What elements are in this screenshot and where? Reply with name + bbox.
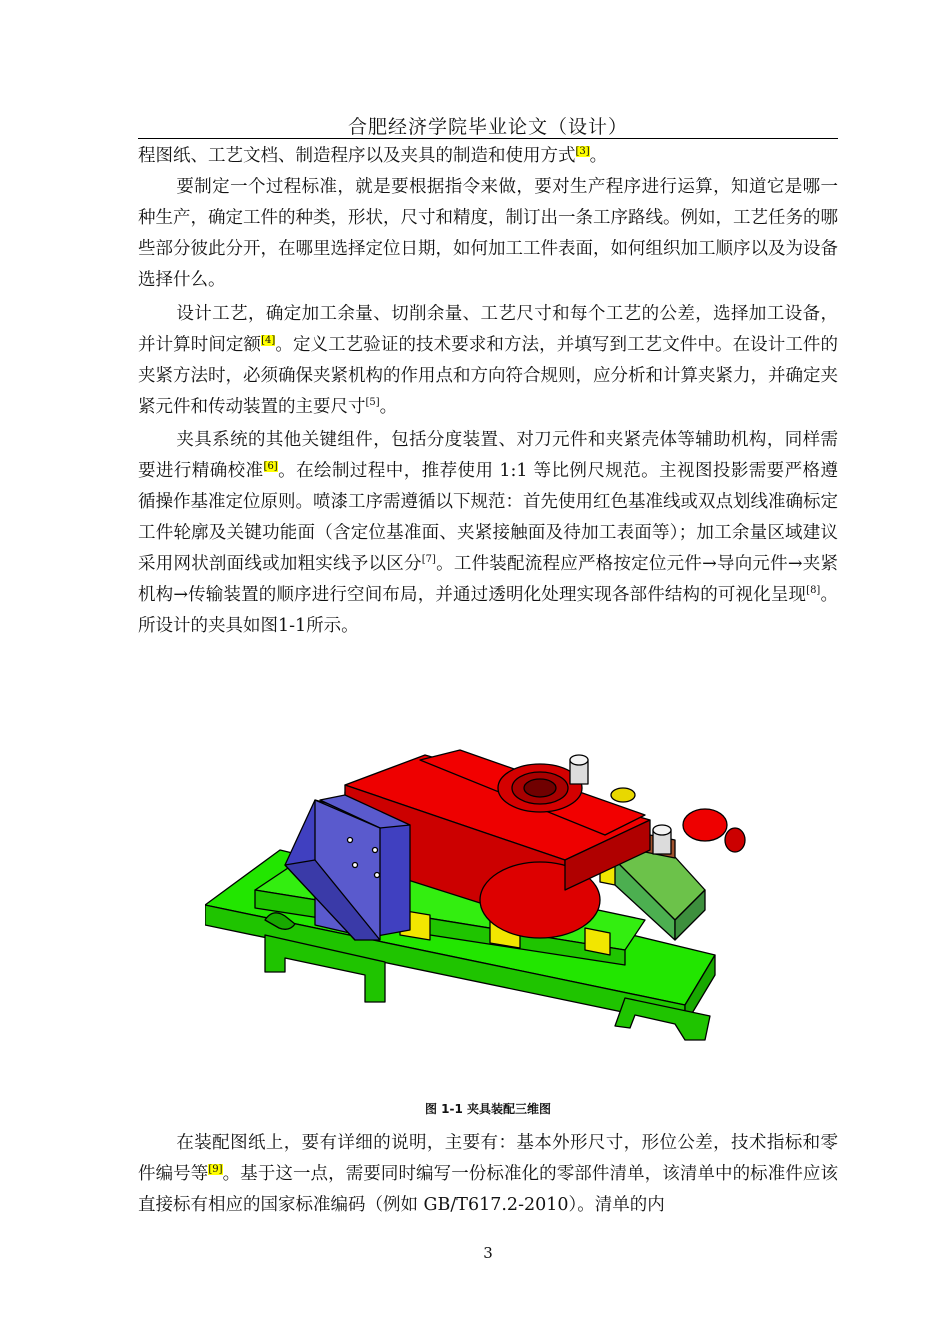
paragraph-4-text: 夹具系统的其他关键组件，包括分度装置、对刀元件和夹紧壳体等辅助机构，同样需要进行精确校准 (138, 430, 838, 481)
page-number: 3 (483, 1244, 493, 1262)
paragraph-4-text-end: 。所设计的夹具如图1-1所示。 (138, 585, 839, 636)
paragraph-5-text: 在装配图纸上，要有详细的说明，主要有：基本外形尺寸，形位公差，技术指标和零件编号等 (138, 1133, 838, 1184)
page-header: 合肥经济学院毕业论文（设计） (347, 116, 628, 138)
citation-6: [6] (263, 461, 278, 473)
header-rule (138, 138, 838, 139)
citation-3: [3] (575, 146, 590, 158)
paragraph-2-text: 要制定一个过程标准，就是要根据指令来做，要对生产程序进行运算，知道它是哪一种生产，确定工件的种类，形状，尺寸和精度，制订出一条工序路线。例如，工艺任务的哪些部分彼此分开，在哪里选择定位日期，如何加工工件表面，如何组织加工顺序以及为设备选择什么。 (138, 177, 838, 290)
paragraph-1-text-end: 。 (589, 146, 608, 166)
citation-5: [5] (365, 397, 380, 409)
paragraph-4 (138, 425, 838, 642)
citation-4: [4] (261, 335, 276, 347)
paragraph-3-text-mid: 。定义工艺验证的技术要求和方法，并填写到工艺文件中。在设计工件的夹紧方法时，必须确保夹紧机构的作用点和方向符合规则，应分析和计算夹紧力，并确定夹紧元件和传动装置的主要尺寸 (138, 335, 839, 417)
paragraph-3-text: 设计工艺，确定加工余量、切削余量、工艺尺寸和每个工艺的公差，选择加工设备，并计算时间定额 (138, 304, 838, 355)
paragraph-3-text-end: 。 (379, 397, 398, 417)
citation-9: [9] (208, 1164, 223, 1176)
paragraph-1-text: 程图纸、工艺文档、制造程序以及夹具的制造和使用方式 (138, 146, 576, 166)
paragraph-5-text-end: 。基于这一点，需要同时编写一份标准化的零部件清单，该清单中的标准件应该直接标有相应的国家标准编码（例如 GB/T617.2-2010）。清单的内 (138, 1164, 838, 1215)
fixture-assembly-figure (205, 740, 750, 1065)
citation-8: [8] (806, 585, 821, 597)
paragraph-4-text-mid2: 。工件装配流程应严格按定位元件→导向元件→夹紧机构→传输装置的顺序进行空间布局，并通过透明化处理实现各部件结构的可视化呈现 (138, 554, 839, 605)
figure-caption: 图 1-1 夹具装配三维图 (424, 1102, 552, 1116)
citation-7: [7] (421, 554, 436, 566)
paragraph-3 (138, 299, 838, 423)
paragraph-4-text-mid: 。在绘制过程中，推荐使用 1:1 等比例尺规范。主视图投影需要严格遵循操作基准定位原则。喷漆工序需遵循以下规范：首先使用红色基准线或双点划线准确标定工件轮廓及关键功能面（含定位基准面、夹紧接触面及待加工表面等）；加工余量区域建议采用网状剖面线或加粗实线予以区分 (138, 461, 838, 574)
paragraph-1 (138, 141, 838, 172)
paragraph-2 (138, 172, 838, 296)
paragraph-5 (138, 1128, 838, 1221)
